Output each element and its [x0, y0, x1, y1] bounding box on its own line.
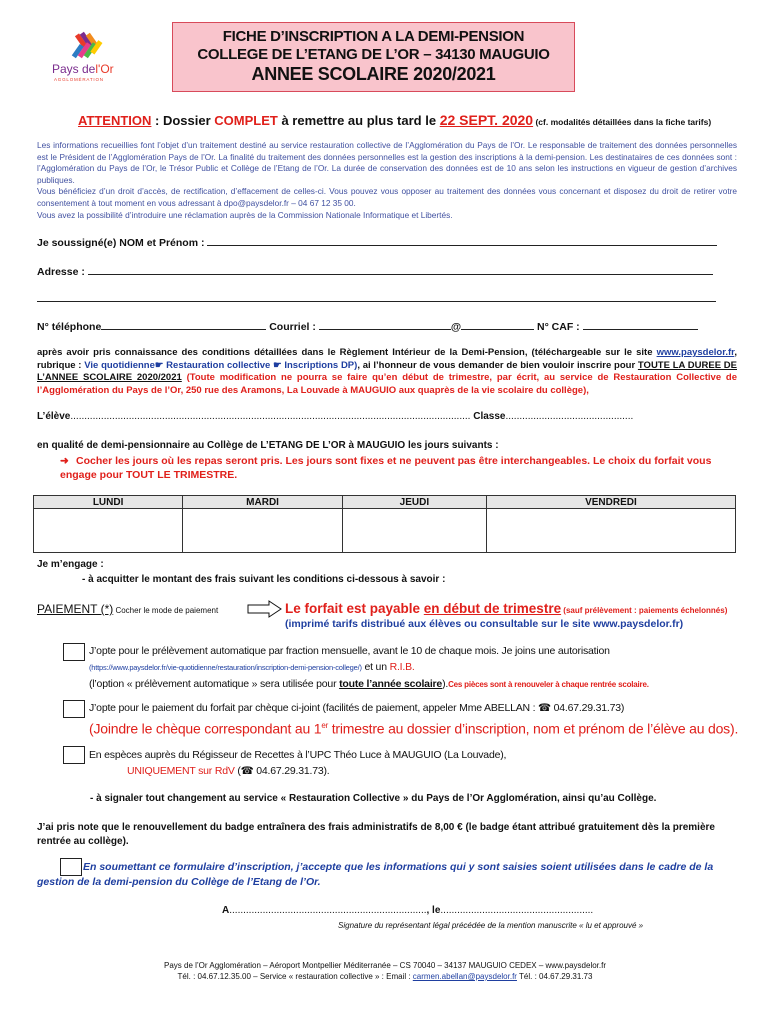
day-header-vendredi: VENDREDI	[486, 496, 735, 509]
email-label: Courriel :	[269, 321, 316, 333]
report-changes: - à signaler tout changement au service « Restauration Collective » du Pays de l’Or Agglomération, ainsi qu’au Collège.	[90, 793, 657, 804]
day-cell-jeudi[interactable]	[342, 509, 486, 553]
badge-fee-note: J’ai pris note que le renouvellement du badge entraînera des frais administratifs de 8,00 € (le badge étant attribué gratuitement dès la première rentrée au collège).	[37, 822, 715, 847]
intro-modification-note: (Toute modification ne pourra se faire qu’en début de trimestre, par écrit, au service de Restauration Collective de l’Agglomération du Pays de l’Or, 250 rue des Aramons, La Louvade à MAUGUIO aux quaprès de la vie scolaire du collège),	[37, 372, 737, 396]
check-days-text: Cocher les jours où les repas seront pris. Les jours sont fixes et ne peuvent pas être interchangeables. Le choix du forfait vous engage pour	[60, 455, 712, 481]
footer	[0, 960, 770, 982]
cheque-line-2	[89, 716, 738, 739]
attention-note: (cf. modalités détaillées dans la fiche tarifs)	[533, 117, 712, 127]
phone-label: N° téléphone	[37, 321, 102, 333]
title-line-1: FICHE D’INSCRIPTION A LA DEMI-PENSION	[222, 28, 525, 45]
days-table	[33, 495, 736, 553]
date-field[interactable]: .......................................................	[440, 905, 594, 916]
day-cell-lundi[interactable]	[34, 509, 183, 553]
cheque-line-1: J’opte pour le paiement du forfait par chèque ci-joint (facilités de paiement, appeler Mme ABELLAN : ☎ 04.67.29.31.73)	[89, 702, 625, 714]
forfait-note: (sauf prélèvement : paiements échelonnés)	[561, 606, 728, 615]
name-label: Je soussigné(e) NOM et Prénom :	[37, 237, 205, 249]
intro-paragraph	[37, 347, 737, 397]
cheque-superscript: er	[321, 721, 329, 730]
engagement-block	[37, 557, 445, 587]
address-field-line-2[interactable]	[37, 301, 716, 302]
footer-contact: Tél. : 04.67.12.35.00 – Service « restauration collective » : Email :	[177, 972, 413, 981]
class-field[interactable]: ..............................................	[505, 411, 634, 422]
pointer-icon: ➜	[60, 455, 69, 467]
cheque-line-2a: (Joindre le chèque correspondant au 1	[89, 720, 322, 737]
check-days-emphasis: TOUT LE TRIMESTRE.	[125, 469, 238, 481]
title-box	[172, 22, 575, 92]
website-link[interactable]: www.paysdelor.fr	[656, 347, 735, 358]
payment-label: PAIEMENT (*)	[37, 602, 114, 616]
signature-place-date	[222, 905, 593, 916]
logo-brand-accent: l'Or	[95, 62, 114, 76]
attention-notice	[78, 112, 711, 128]
right-arrow-icon	[247, 600, 283, 618]
name-row	[37, 236, 717, 249]
direct-debit-line-3: (l’option « prélèvement automatique » sera utilisée pour	[89, 678, 340, 690]
day-header-lundi: LUNDI	[34, 496, 183, 509]
day-header-jeudi: JEUDI	[342, 496, 486, 509]
engagement-line: - à acquitter le montant des frais suivant les conditions ci-dessous à savoir :	[82, 574, 446, 585]
title-line-3: ANNEE SCOLAIRE 2020/2021	[251, 64, 496, 84]
name-field[interactable]	[207, 236, 717, 246]
direct-debit-and: et un	[361, 661, 390, 673]
rubrique-path: Vie quotidienne☛ Restauration collective ☛ Inscriptions DP)	[84, 359, 358, 371]
caf-field[interactable]	[583, 320, 698, 330]
class-label: Classe	[473, 411, 506, 422]
cash-appointment: UNIQUEMENT sur RdV	[127, 765, 235, 777]
address-field[interactable]	[88, 265, 713, 275]
consent-body: En soumettant ce formulaire d’inscription, j’accepte que les informations qui y sont saisies soient utilisées dans le cadre de la gestion de la demi-pension du Collège de l’Etang de l’Or.	[37, 861, 714, 888]
email-user-field[interactable]	[319, 320, 451, 330]
privacy-paragraph-2: Vous bénéficiez d’un droit d’accès, de rectification, d’effacement de celles-ci. Vous pouvez vous opposer au traitement des données vous concernant et disposez du droit de retirer votre consentement à tout moment en vous adressant à dpo@paysdelor.fr – 04 67 12 35 00.	[37, 186, 737, 208]
cash-phone: (☎ 04.67.29.31.73).	[234, 765, 330, 777]
complet-word: COMPLET	[214, 113, 278, 128]
phone-field[interactable]	[101, 320, 266, 330]
forfait-period: en début de trimestre	[423, 601, 562, 616]
email-domain-field[interactable]	[461, 320, 534, 330]
option-direct-debit	[89, 643, 649, 693]
intro-text-3: , ai l’honneur de vous demander de bien vouloir inscrire pour	[357, 359, 638, 371]
pays-de-lor-logo	[38, 28, 138, 88]
student-row	[37, 411, 633, 422]
option-cheque-checkbox[interactable]	[63, 700, 85, 718]
place-field[interactable]: .......................................................................	[229, 905, 427, 916]
caf-label: N° CAF :	[536, 321, 580, 333]
footer-address: Pays de l’Or Agglomération – Aéroport Montpellier Méditerranée – CS 70040 – 34137 MAUGUIO CEDEX – www.paysdelor.fr	[164, 961, 606, 970]
option-cheque	[89, 700, 738, 739]
direct-debit-link[interactable]: (https://www.paysdelor.fr/vie-quotidienne/restauration/inscription-demi-pension-college/)	[89, 663, 362, 672]
student-label: L’élève	[37, 411, 71, 422]
address-label: Adresse :	[37, 266, 85, 278]
attention-text-2: à remettre au plus tard le	[277, 113, 440, 128]
day-header-mardi: MARDI	[183, 496, 343, 509]
footer-email-link[interactable]: carmen.abellan@paysdelor.fr	[412, 972, 517, 981]
signature-note: Signature du représentant légal précédée de la mention manuscrite « lu et approuvé »	[338, 921, 644, 930]
student-field[interactable]: ................................................................................................................................................	[70, 411, 471, 422]
attention-label: ATTENTION	[78, 113, 152, 128]
title-line-2: COLLEGE DE L’ETANG DE L’OR – 34130 MAUGUIO	[197, 46, 550, 63]
option-direct-debit-checkbox[interactable]	[63, 643, 85, 661]
forfait-text: Le forfait est payable	[285, 601, 424, 616]
intro-text-2: , rubrique :	[37, 347, 737, 371]
svg-text:Pays del'Or	[52, 62, 114, 76]
duration-text: TOUTE LA DUREE DE L’ANNEE SCOLAIRE 2020/2021	[37, 359, 737, 384]
payment-hint: Cocher le mode de paiement	[113, 606, 219, 615]
privacy-paragraph-3: Vous avez la possibilité d’introduire une réclamation auprès de la Commission Nationale Informatique et Libertés.	[37, 209, 453, 220]
day-cell-mardi[interactable]	[183, 509, 343, 553]
privacy-paragraph-1: Les informations recueillies font l’objet d’un traitement destiné au service restauration collective de l’Agglomération du Pays de l’Or. Le responsable de traitement des données personnelles est le Président de l’Agglomération Pays de l’Or. La finalité du traitement des données personnelles est la gestion des inscriptions à la demi-pension. Les destinataires de ces données sont : l’Agglomération du Pays de l’Or, le Trésor Public et Collège de l’Etang de l’Or. La durée de conservation des données est de 10 ans selon les instructions en vigueur de gestion d’archives publiques.	[37, 140, 737, 185]
direct-debit-line-3-end: ).	[442, 678, 449, 690]
attention-text-1: : Dossier	[151, 113, 215, 128]
cheque-line-2b: trimestre au dossier d’inscription, nom et prénom de l’élève au dos).	[328, 720, 739, 737]
full-year-text: toute l’année scolaire	[339, 678, 443, 690]
check-days-note	[60, 454, 740, 482]
renewal-note: Ces pièces sont à renouveler à chaque rentrée scolaire.	[448, 680, 649, 689]
footer-phone: Tél. : 04.67.29.31.73	[516, 972, 593, 981]
cash-line-1: En espèces auprès du Régisseur de Recettes à l’UPC Théo Luce à MAUGUIO (La Louvade),	[89, 749, 507, 761]
email-at: @	[450, 321, 462, 333]
date-label: , le	[426, 905, 441, 916]
logo-brand-main: Pays de	[52, 62, 96, 76]
direct-debit-line-1: J’opte pour le prélèvement automatique par fraction mensuelle, avant le 10 de chaque mois. Je joins une autorisation	[89, 645, 610, 657]
days-instruction: en qualité de demi-pensionnaire au Collège de L’ETANG DE L’OR à MAUGUIO les jours suivants :	[37, 440, 499, 451]
privacy-notice	[37, 140, 737, 221]
address-row	[37, 265, 713, 278]
option-cash-checkbox[interactable]	[63, 746, 85, 764]
engagement-title: Je m’engage :	[37, 559, 104, 570]
payment-heading	[37, 602, 218, 616]
tarifs-notice: (imprimé tarifs distribué aux élèves ou consultable sur le site www.paysdelor.fr)	[285, 618, 684, 630]
day-cell-vendredi[interactable]	[486, 509, 735, 553]
consent-text	[37, 860, 737, 890]
deadline-date: 22 SEPT. 2020	[439, 112, 534, 128]
place-label: A	[222, 905, 230, 916]
logo-tagline: AGGLOMÉRATION	[54, 77, 104, 82]
rib-text: R.I.B.	[389, 661, 415, 673]
intro-text-1: après avoir pris connaissance des conditions détaillées dans le Règlement Intérieur de la Demi-Pension, (téléchargeable sur le site	[37, 347, 657, 358]
forfait-notice	[285, 600, 727, 618]
contact-row	[37, 320, 698, 333]
option-cash	[89, 747, 506, 779]
